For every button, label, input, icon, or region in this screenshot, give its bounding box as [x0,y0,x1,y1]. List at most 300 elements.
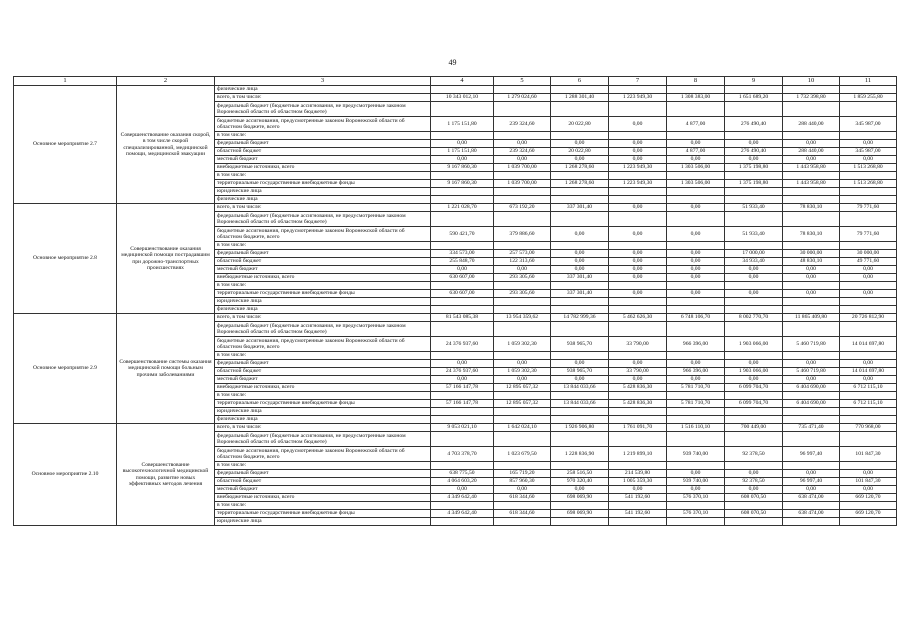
funding-source: бюджетные ассигнования, предусмотренные законом Воронежской области об областном бюджете, всего [215,447,431,462]
amount-cell: 12 895 057,32 [494,384,551,392]
amount-cell: 1 926 906,80 [551,424,609,432]
amount-cell: 337 301,40 [551,290,609,298]
amount-cell [494,188,551,196]
funding-source: местный бюджет [215,376,431,384]
amount-cell: 966 396,00 [667,368,725,376]
amount-cell [840,306,897,314]
amount-cell: 92 378,50 [725,478,783,486]
funding-source: в том числе: [215,392,431,400]
amount-cell: 669 120,70 [840,510,897,518]
amount-cell [494,172,551,180]
amount-cell: 0,00 [783,266,840,274]
amount-cell: 1 513 268,80 [840,164,897,172]
amount-cell [725,306,783,314]
amount-cell [609,432,667,447]
amount-cell [431,196,494,204]
amount-cell [840,432,897,447]
amount-cell: 0,00 [551,156,609,164]
amount-cell [840,352,897,360]
amount-cell [783,502,840,510]
amount-cell: 1 268 278,60 [551,164,609,172]
funding-source: областной бюджет [215,148,431,156]
amount-cell: 0,00 [609,290,667,298]
amount-cell [551,102,609,117]
funding-source: бюджетные ассигнования, предусмотренные законом Воронежской области об областном бюджете, всего [215,337,431,352]
amount-cell: 345 987,00 [840,148,897,156]
funding-source: бюджетные ассигнования, предусмотренные законом Воронежской области об областном бюджете, всего [215,117,431,132]
amount-cell: 0,00 [725,156,783,164]
amount-cell [551,242,609,250]
funding-source: территориальные государственные внебюджетные фонды [215,510,431,518]
amount-cell [609,86,667,94]
amount-cell: 1 443 958,80 [783,164,840,172]
funding-source: областной бюджет [215,368,431,376]
amount-cell: 0,00 [725,376,783,384]
funding-source: всего, в том числе: [215,204,431,212]
amount-cell: 673 192,20 [494,204,551,212]
amount-cell: 698 069,90 [551,510,609,518]
amount-cell [783,298,840,306]
amount-cell [667,242,725,250]
amount-cell [551,352,609,360]
amount-cell: 24 376 937,60 [431,368,494,376]
amount-cell [494,352,551,360]
amount-cell [667,306,725,314]
amount-cell [725,282,783,290]
amount-cell: 0,00 [783,486,840,494]
amount-cell [431,172,494,180]
amount-cell: 1 761 091,70 [609,424,667,432]
amount-cell: 0,00 [551,227,609,242]
amount-cell: 0,00 [783,274,840,282]
page-number: 49 [448,58,457,67]
amount-cell: 576 370,10 [667,510,725,518]
funding-source: физические лица [215,416,431,424]
amount-cell: 0,00 [840,376,897,384]
amount-cell: 6 404 690,00 [783,400,840,408]
funding-source: в том числе: [215,282,431,290]
amount-cell: 0,00 [609,117,667,132]
amount-cell: 1 443 958,80 [783,180,840,188]
amount-cell: 10 343 012,10 [431,94,494,102]
amount-cell: 5 460 719,80 [783,337,840,352]
amount-cell: 0,00 [609,486,667,494]
amount-cell: 6 712 115,10 [840,384,897,392]
amount-cell [725,172,783,180]
activity-name: Основное мероприятие 2.9 [14,314,117,424]
amount-cell: 5 781 710,70 [667,400,725,408]
amount-cell: 30 000,00 [840,250,897,258]
amount-cell: 0,00 [725,486,783,494]
amount-cell [840,212,897,227]
amount-cell: 0,00 [551,360,609,368]
amount-cell: 0,00 [431,376,494,384]
amount-cell: 735 471,40 [783,424,840,432]
amount-cell: 1 642 024,10 [494,424,551,432]
amount-cell [431,282,494,290]
amount-cell: 239 324,60 [494,117,551,132]
amount-cell [667,352,725,360]
amount-cell [840,322,897,337]
amount-cell [494,212,551,227]
funding-source: в том числе: [215,242,431,250]
amount-cell: 5 460 719,80 [783,368,840,376]
amount-cell: 0,00 [609,204,667,212]
amount-cell: 0,00 [609,274,667,282]
amount-cell: 0,00 [609,227,667,242]
amount-cell [431,352,494,360]
amount-cell: 96 997,40 [783,478,840,486]
amount-cell [431,502,494,510]
funding-source: в том числе: [215,352,431,360]
amount-cell: 0,00 [783,470,840,478]
amount-cell: 1 303 506,00 [667,164,725,172]
amount-cell [609,242,667,250]
amount-cell: 618 344,60 [494,510,551,518]
amount-cell: 0,00 [840,274,897,282]
amount-cell: 1 859 255,80 [840,94,897,102]
amount-cell [494,462,551,470]
amount-cell [783,212,840,227]
amount-cell: 608 070,50 [725,510,783,518]
column-header: 2 [117,77,215,86]
amount-cell [667,282,725,290]
amount-cell [609,306,667,314]
amount-cell: 239 324,60 [494,148,551,156]
amount-cell [551,196,609,204]
amount-cell: 0,00 [840,470,897,478]
amount-cell: 101 847,30 [840,447,897,462]
amount-cell: 0,00 [667,360,725,368]
amount-cell [551,132,609,140]
amount-cell [551,188,609,196]
amount-cell [494,196,551,204]
amount-cell [609,408,667,416]
amount-cell [431,132,494,140]
amount-cell: 96 997,40 [783,447,840,462]
amount-cell: 770 968,00 [840,424,897,432]
amount-cell [431,102,494,117]
amount-cell [494,518,551,526]
amount-cell [551,392,609,400]
amount-cell: 1 732 398,80 [783,94,840,102]
amount-cell: 20 726 812,90 [840,314,897,322]
amount-cell: 1 513 268,80 [840,180,897,188]
amount-cell: 1 059 302,30 [494,368,551,376]
amount-cell: 6 748 106,70 [667,314,725,322]
amount-cell: 9 053 021,10 [431,424,494,432]
amount-cell: 0,00 [431,140,494,148]
amount-cell [667,196,725,204]
amount-cell [431,322,494,337]
amount-cell: 608 070,50 [725,494,783,502]
amount-cell: 966 396,00 [667,337,725,352]
amount-cell: 0,00 [609,258,667,266]
amount-cell [431,518,494,526]
amount-cell [840,282,897,290]
amount-cell [551,212,609,227]
amount-cell: 34 933,40 [725,258,783,266]
amount-cell [551,86,609,94]
amount-cell [431,86,494,94]
funding-source: внебюджетные источники, всего [215,384,431,392]
column-header: 3 [215,77,431,86]
amount-cell: 33 790,00 [609,337,667,352]
activity-name: Основное мероприятие 2.8 [14,204,117,314]
amount-cell: 49 771,60 [840,258,897,266]
amount-cell: 0,00 [494,156,551,164]
amount-cell [725,392,783,400]
amount-cell: 1 023 679,50 [494,447,551,462]
funding-source: внебюджетные источники, всего [215,274,431,282]
amount-cell: 700 449,00 [725,424,783,432]
amount-cell: 78 830,10 [783,204,840,212]
amount-cell: 857 960,30 [494,478,551,486]
amount-cell: 0,00 [667,274,725,282]
amount-cell: 79 771,60 [840,204,897,212]
amount-cell [551,322,609,337]
amount-cell: 9 167 860,30 [431,164,494,172]
amount-cell: 0,00 [840,290,897,298]
amount-cell: 4 877,00 [667,148,725,156]
amount-cell [667,432,725,447]
funding-source: областной бюджет [215,258,431,266]
amount-cell: 0,00 [551,250,609,258]
amount-cell [494,408,551,416]
amount-cell [431,212,494,227]
amount-cell [725,102,783,117]
funding-source: внебюджетные источники, всего [215,494,431,502]
amount-cell: 5 428 836,30 [609,400,667,408]
amount-cell [725,212,783,227]
amount-cell [667,102,725,117]
amount-cell: 12 895 057,32 [494,400,551,408]
amount-cell: 14 014 697,80 [840,337,897,352]
amount-cell: 698 069,90 [551,494,609,502]
amount-cell: 4 877,00 [667,117,725,132]
amount-cell: 1 303 506,00 [667,180,725,188]
amount-cell: 0,00 [431,360,494,368]
amount-cell: 0,00 [840,140,897,148]
amount-cell: 0,00 [840,156,897,164]
amount-cell: 13 954 359,62 [494,314,551,322]
column-header: 5 [494,77,551,86]
amount-cell [783,188,840,196]
amount-cell [609,282,667,290]
amount-cell [431,306,494,314]
amount-cell: 1 903 066,00 [725,368,783,376]
amount-cell: 24 376 937,60 [431,337,494,352]
funding-source: юридические лица [215,188,431,196]
amount-cell [840,242,897,250]
amount-cell: 0,00 [667,486,725,494]
amount-cell [783,392,840,400]
amount-cell [725,416,783,424]
amount-cell [783,432,840,447]
amount-cell: 0,00 [494,266,551,274]
amount-cell [494,502,551,510]
amount-cell: 0,00 [667,290,725,298]
funding-source: юридические лица [215,518,431,526]
amount-cell [725,518,783,526]
amount-cell [494,416,551,424]
amount-cell: 1 219 899,10 [609,447,667,462]
amount-cell [609,298,667,306]
amount-cell: 6 099 704,70 [725,384,783,392]
amount-cell [725,322,783,337]
amount-cell [840,102,897,117]
amount-cell [431,392,494,400]
amount-cell: 214 539,80 [609,470,667,478]
amount-cell: 13 844 033,66 [551,400,609,408]
amount-cell: 1 228 836,90 [551,447,609,462]
funding-source: местный бюджет [215,156,431,164]
amount-cell: 92 378,50 [725,447,783,462]
amount-cell: 293 305,60 [494,274,551,282]
amount-cell: 6 712 115,10 [840,400,897,408]
amount-cell [725,298,783,306]
amount-cell: 379 886,60 [494,227,551,242]
amount-cell: 0,00 [667,140,725,148]
funding-source: федеральный бюджет [215,470,431,478]
amount-cell [431,298,494,306]
amount-cell: 5 462 626,30 [609,314,667,322]
amount-cell: 81 543 085,38 [431,314,494,322]
amount-cell [667,462,725,470]
amount-cell [725,432,783,447]
amount-cell: 0,00 [667,258,725,266]
amount-cell [840,408,897,416]
table-row [14,314,897,322]
amount-cell [783,322,840,337]
amount-cell: 938 965,70 [551,368,609,376]
amount-cell [783,242,840,250]
funding-source: юридические лица [215,298,431,306]
amount-cell [840,392,897,400]
amount-cell: 0,00 [609,250,667,258]
amount-cell: 0,00 [431,156,494,164]
amount-cell [667,212,725,227]
amount-cell: 0,00 [840,360,897,368]
amount-cell: 0,00 [783,376,840,384]
amount-cell: 0,00 [609,360,667,368]
column-header: 8 [667,77,725,86]
amount-cell: 0,00 [667,266,725,274]
amount-cell [725,242,783,250]
amount-cell: 0,00 [725,274,783,282]
amount-cell: 669 120,70 [840,494,897,502]
amount-cell [494,432,551,447]
amount-cell [783,408,840,416]
amount-cell: 9 167 860,30 [431,180,494,188]
amount-cell: 1 039 700,00 [494,164,551,172]
amount-cell [494,306,551,314]
amount-cell: 4 349 642,40 [431,510,494,518]
amount-cell [551,172,609,180]
amount-cell: 51 933,40 [725,227,783,242]
amount-cell: 0,00 [431,486,494,494]
amount-cell: 939 740,00 [667,447,725,462]
funding-source: областной бюджет [215,478,431,486]
amount-cell: 0,00 [609,266,667,274]
amount-cell [609,188,667,196]
amount-cell: 165 719,20 [494,470,551,478]
amount-cell [840,298,897,306]
amount-cell [840,416,897,424]
amount-cell: 0,00 [725,360,783,368]
amount-cell [494,322,551,337]
funding-source: федеральный бюджет [215,250,431,258]
amount-cell: 638 474,00 [783,494,840,502]
amount-cell: 57 166 147,78 [431,384,494,392]
amount-cell: 576 370,10 [667,494,725,502]
amount-cell [725,196,783,204]
amount-cell: 0,00 [667,227,725,242]
amount-cell [667,518,725,526]
amount-cell: 6 099 704,70 [725,400,783,408]
amount-cell: 0,00 [783,360,840,368]
activity-description: Совершенствование оказания медицинской помощи пострадавшим при дорожно-транспортных происшествиях [117,204,215,314]
amount-cell [840,502,897,510]
amount-cell: 288 440,00 [783,148,840,156]
amount-cell: 0,00 [551,266,609,274]
column-header: 11 [840,77,897,86]
funding-source: внебюджетные источники, всего [215,164,431,172]
amount-cell: 0,00 [609,140,667,148]
amount-cell: 257 573,00 [494,250,551,258]
amount-cell: 78 830,10 [783,227,840,242]
amount-cell: 17 000,00 [725,250,783,258]
amount-cell [551,518,609,526]
amount-cell: 0,00 [725,470,783,478]
amount-cell: 276 490,40 [725,117,783,132]
amount-cell [431,188,494,196]
funding-source: территориальные государственные внебюджетные фонды [215,290,431,298]
amount-cell: 6 404 690,00 [783,384,840,392]
amount-cell: 345 987,00 [840,117,897,132]
amount-cell: 0,00 [609,148,667,156]
activity-description: Совершенствование высокотехнологичной медицинской помощи, развитие новых эффективных методов лечения [117,424,215,526]
amount-cell: 0,00 [783,290,840,298]
activity-name: Основное мероприятие 2.10 [14,424,117,526]
funding-source: юридические лица [215,408,431,416]
amount-cell [667,502,725,510]
amount-cell: 0,00 [551,258,609,266]
funding-source: в том числе: [215,462,431,470]
amount-cell [494,242,551,250]
amount-cell [783,416,840,424]
amount-cell: 0,00 [725,290,783,298]
column-header: 1 [14,77,117,86]
amount-cell: 337 301,40 [551,204,609,212]
amount-cell [609,416,667,424]
amount-cell: 0,00 [725,266,783,274]
amount-cell: 1 223 949,30 [609,164,667,172]
amount-cell [725,132,783,140]
amount-cell: 0,00 [494,486,551,494]
amount-cell [609,322,667,337]
amount-cell: 276 490,40 [725,148,783,156]
amount-cell: 1 268 278,60 [551,180,609,188]
activity-description: Совершенствование системы оказания медицинской помощи больным прочими заболеваниями [117,314,215,424]
table-row [14,204,897,212]
funding-source: бюджетные ассигнования, предусмотренные законом Воронежской области об областном бюджете, всего [215,227,431,242]
amount-cell: 288 440,00 [783,117,840,132]
amount-cell: 20 022,80 [551,148,609,156]
funding-source: федеральный бюджет [215,360,431,368]
funding-source: федеральный бюджет (бюджетные ассигнования, не предусмотренные законом Воронежской области об областном бюджете) [215,432,431,447]
amount-cell: 0,00 [551,140,609,148]
